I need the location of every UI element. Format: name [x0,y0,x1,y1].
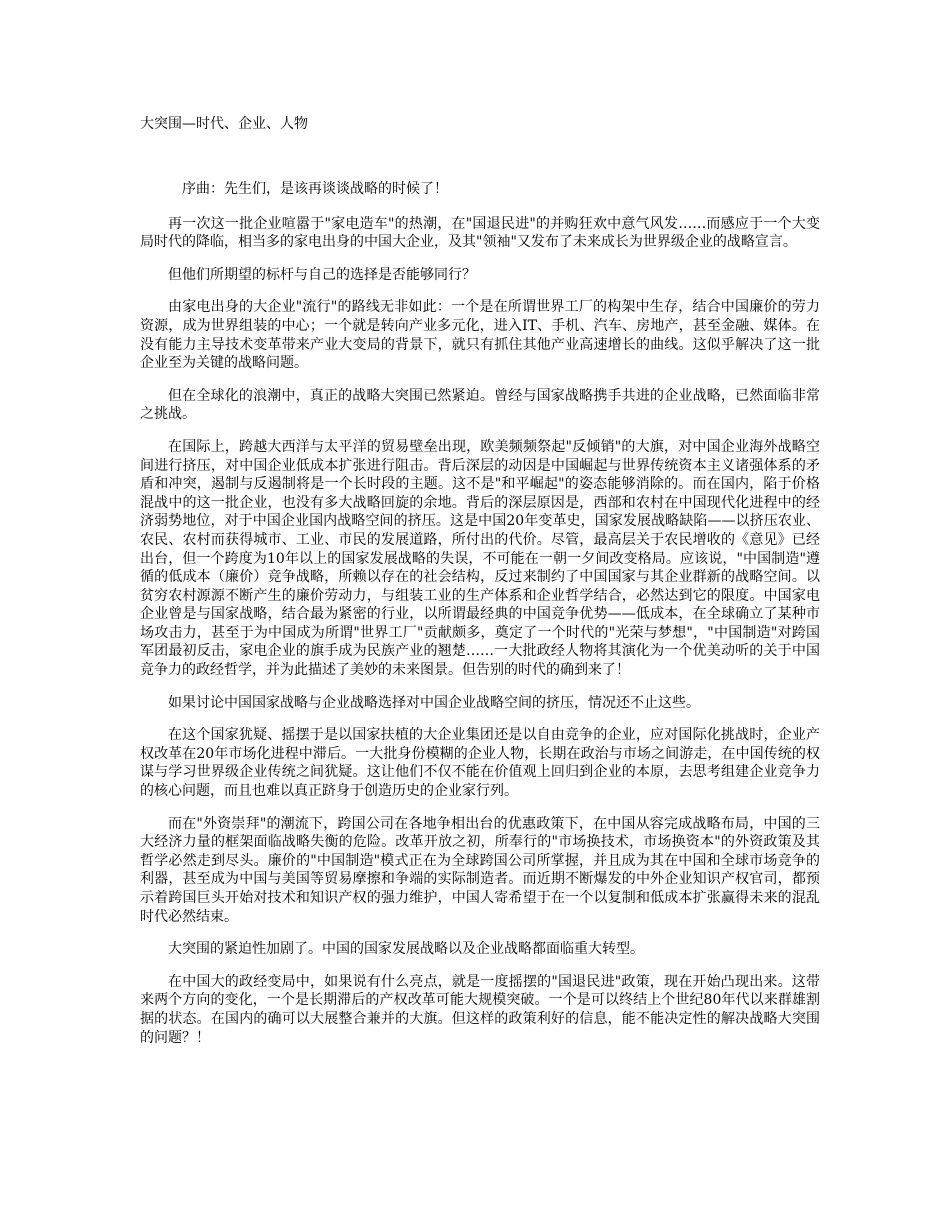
paragraph: 但他们所期望的标杆与自己的选择是否能够同行？ [168,266,476,283]
document-title: 大突围—时代、企业、人物 [140,116,308,132]
paragraph: 但在全球化的浪潮中，真正的战略大突围已然紧迫。曾经与国家战略携手共进的企业战略，已然面临非常之挑战。 [140,387,820,423]
paragraph: 在国际上，跨越大西洋与太平洋的贸易壁垒出现，欧美频频祭起"反倾销"的大旗，对中国企业海外战略空间进行挤压，对中国企业低成本扩张进行阻击。背后深层的动因是中国崛起与世界传统资本主义诸强体系的矛盾和冲突，遏制与反遏制将是一个长时段的主题。这不是"和平崛起"的姿态能够消除的。而在国内，陷于价格混战中的这一批企业，也没有多大战略回旋的余地。背后的深层原因是，西部和农村在中国现代化进程中的经济弱势地位，对于中国企业国内战略空间的挤压。这是中国20年变革史，国家发展战略缺陷——以挤压农业、农民、农村而获得城市、工业、市民的发展道路，所付出的代价。尽管，最高层关于农民增收的《意见》已经出台，但一个跨度为10年以上的国家发展战略的失误，不可能在一朝一夕间改变格局。应该说，"中国制造"遵循的低成本（廉价）竞争战略，所赖以存在的社会结构，反过来制约了中国国家与其企业群新的战略空间。以贫穷农村源源不断产生的廉价劳动力，与组装工业的生产体系和企业哲学结合，必然达到它的限度。中国家电企业曾是与国家战略，结合最为紧密的行业，以所谓最经典的中国竞争优势——低成本，在全球确立了某种市场攻击力，甚至于为中国成为所谓"世界工厂"贡献颇多，奠定了一个时代的"光荣与梦想"，"中国制造"对跨国军团最初反击，家电企业的旗手成为民族产业的翘楚……一大批政经人物将其演化为一个优美动听的关于中国竞争力的政经哲学，并为此描述了美妙的未来图景。但告别的时代的确到来了！ [140,438,820,679]
prelude-heading: 序曲：先生们，是该再谈谈战略的时候了！ [182,181,448,197]
document-body [140,180,820,1061]
paragraph: 在中国大的政经变局中，如果说有什么亮点，就是一度摇摆的"国退民进"政策，现在开始凸现出来。这带来两个方向的变化，一个是长期滞后的产权改革可能大规模突破。一个是可以终结上个世纪80年代以来群雄割据的状态。在国内的确可以大展整合兼并的大旗。但这样的政策利好的信息，能不能决定性的解决战略大突围的问题？！ [140,973,820,1046]
paragraph: 而在"外资崇拜"的潮流下，跨国公司在各地争相出台的优惠政策下，在中国从容完成战略布局，中国的三大经济力量的框架面临战略失衡的危险。改革开放之初，所奉行的"市场换技术，市场换资本"的外资政策及其哲学必然走到尽头。廉价的"中国制造"模式正在为全球跨国公司所掌握，并且成为其在中国和全球市场竞争的利器，甚至成为中国与美国等贸易摩擦和争端的实际制造者。而近期不断爆发的中外企业知识产权官司，都预示着跨国巨头开始对技术和知识产权的强力维护，中国人寄希望于在一个以复制和低成本扩张赢得未来的混乱时代必然结束。 [140,815,820,925]
paragraph: 在这个国家犹疑、摇摆于是以国家扶植的大企业集团还是以自由竞争的企业，应对国际化挑战时，企业产权改革在20年市场化进程中滞后。一大批身份模糊的企业人物，长期在政治与市场之间游走，在中国传统的权谋与学习世界级企业传统之间犹疑。这让他们不仅不能在价值观上回归到企业的本原，去思考组建企业竞争力的核心问题，而且也难以真正跻身于创造历史的企业家行列。 [140,727,820,800]
paragraph: 由家电出身的大企业"流行"的路线无非如此：一个是在所谓世界工厂的构架中生存，结合中国廉价的劳力资源，成为世界组装的中心；一个就是转向产业多元化，进入IT、手机、汽车、房地产，甚至金融、媒体。在没有能力主导技术变革带来产业大变局的背景下，就只有抓住其他产业高速增长的曲线。这似乎解决了这一批企业至为关键的战略问题。 [140,299,820,372]
paragraph: 再一次这一批企业喧嚣于"家电造车"的热潮，在"国退民进"的并购狂欢中意气风发……而感应于一个大变局时代的降临，相当多的家电出身的中国大企业，及其"领袖"又发布了未来成长为世界级企业的战略宣言。 [140,215,820,251]
paragraph: 如果讨论中国国家战略与企业战略选择对中国企业战略空间的挤压，情况还不止这些。 [168,694,700,711]
paragraph: 大突围的紧迫性加剧了。中国的国家发展战略以及企业战略都面临重大转型。 [168,941,644,958]
